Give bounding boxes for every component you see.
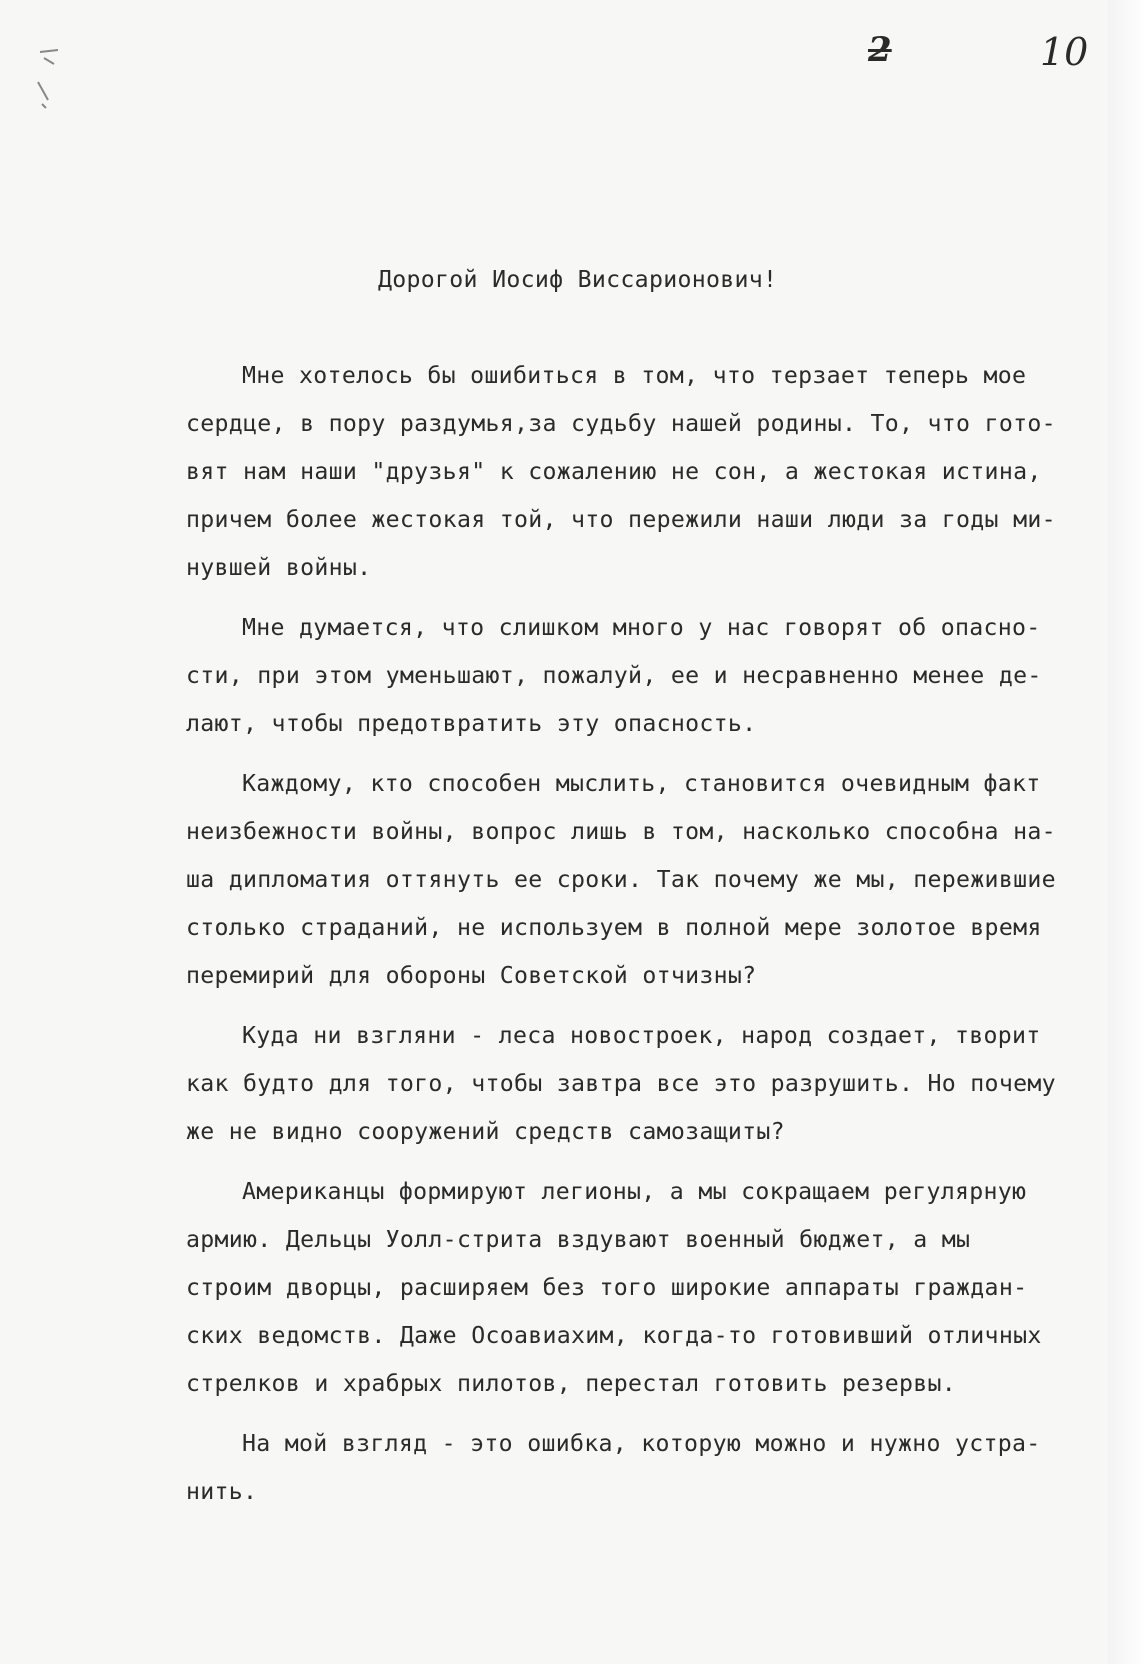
text-line: Мне думается, что слишком много у нас говорят об опасно- (242, 614, 1041, 641)
text-line: же не видно сооружений средств самозащиты? (186, 1118, 785, 1145)
margin-smudge (34, 42, 70, 112)
page-edge (1108, 0, 1146, 1664)
text-line: Мне хотелось бы ошибиться в том, что терзает теперь мое (242, 362, 1027, 389)
text-line: На мой взгляд - это ошибка, которую можно и нужно устра- (242, 1430, 1041, 1457)
paragraph (186, 1012, 1106, 1156)
text-line: сти, при этом уменьшают, пожалуй, ее и несравненно менее де- (186, 662, 1042, 689)
text-line: причем более жестокая той, что пережили наши люди за годы ми- (186, 506, 1056, 533)
text-line: перемирий для обороны Советской отчизны? (186, 962, 757, 989)
paragraph (186, 1168, 1106, 1408)
paragraph (186, 352, 1106, 592)
text-line: вят нам наши "друзья" к сожалению не сон, а жестокая истина, (186, 458, 1042, 485)
sheet-number: 10 (1040, 30, 1089, 74)
text-line: Каждому, кто способен мыслить, становится очевидным факт (242, 770, 1041, 797)
text-line: нувшей войны. (186, 554, 372, 581)
text-line: столько страданий, не используем в полной мере золотое время (186, 914, 1042, 941)
text-line: ских ведомств. Даже Осоавиахим, когда-то готовивший отличных (186, 1322, 1042, 1349)
struck-sheet-number: 2 (868, 30, 892, 70)
text-line: строим дворцы, расширяем без того широкие аппараты граждан- (186, 1274, 1028, 1301)
paragraph (186, 1420, 1106, 1516)
text-line: нить. (186, 1478, 258, 1505)
paragraph (186, 760, 1106, 1000)
text-line: Американцы формируют легионы, а мы сокращаем регулярную (242, 1178, 1027, 1205)
paragraph (186, 604, 1106, 748)
letter-body (186, 256, 1106, 1528)
text-line: лают, чтобы предотвратить эту опасность. (186, 710, 757, 737)
salutation: Дорогой Иосиф Виссарионович! (378, 266, 778, 293)
text-line: армию. Дельцы Уолл-стрита вздувают военный бюджет, а мы (186, 1226, 971, 1253)
text-line: неизбежности войны, вопрос лишь в том, насколько способна на- (186, 818, 1056, 845)
text-line: ша дипломатия оттянуть ее сроки. Так почему же мы, пережившие (186, 866, 1056, 893)
text-line: Куда ни взгляни - леса новостроек, народ создает, творит (242, 1022, 1041, 1049)
text-line: как будто для того, чтобы завтра все это разрушить. Но почему (186, 1070, 1056, 1097)
text-line: стрелков и храбрых пилотов, перестал готовить резервы. (186, 1370, 957, 1397)
text-line: сердце, в пору раздумья,за судьбу нашей родины. То, что гото- (186, 410, 1056, 437)
